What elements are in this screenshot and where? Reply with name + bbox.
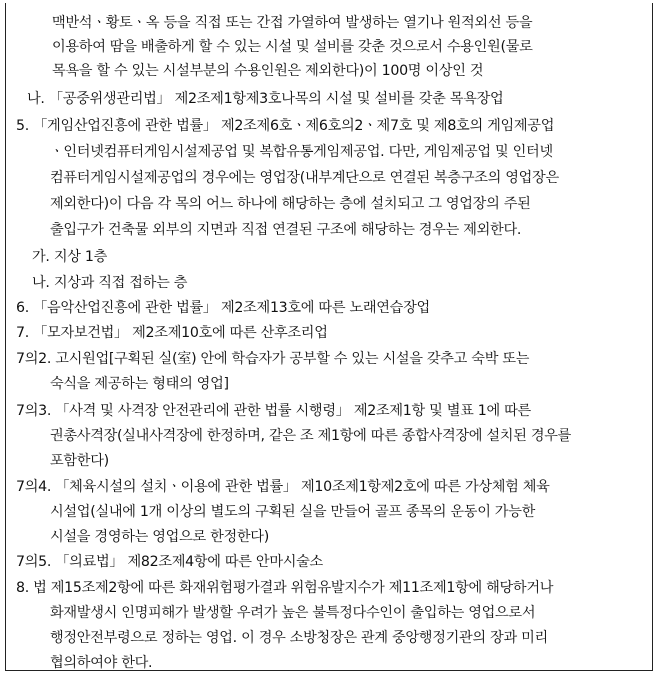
text-line: 컴퓨터게임시설제공업의 경우에는 영업장(내부계단으로 연결된 복층구조의 영업장은 xyxy=(50,170,559,186)
text-line: 6. 「음악산업진흥에 관한 법률」 제2조제13호에 따른 노래연습장업 xyxy=(16,300,430,316)
text-line: ㆍ인터넷컴퓨터게임시설제공업 및 복합유통게임제공업. 다만, 게임제공업 및 인터넷 xyxy=(50,144,553,160)
text-line: 나. 「공중위생관리법」 제2조제1항제3호나목의 시설 및 설비를 갖춘 목욕장업 xyxy=(27,91,504,107)
text-line: 8. 법 제15조제2항에 따른 화재위험평가결과 위험유발지수가 제11조제1항에 해당하거나 xyxy=(16,580,554,596)
text-line: 화재발생시 인명피해가 발생할 우려가 높은 불특정다수인이 출입하는 영업으로서 xyxy=(50,605,536,621)
text-line: 7의4. 「체육시설의 설치ㆍ이용에 관한 법률」 제10조제1항제2호에 따른 가상체험 체육 xyxy=(16,479,550,495)
text-line: 권총사격장(실내사격장에 한정하며, 같은 조 제1항에 따른 종합사격장에 설치된 경우를 xyxy=(50,428,572,444)
text-line: 이용하여 땀을 배출하게 할 수 있는 시설 및 설비를 갖춘 것으로서 수용인원(물로 xyxy=(52,39,533,55)
text-line: 7. 「모자보건법」 제2조제10호에 따른 산후조리업 xyxy=(16,325,328,341)
text-line: 7의2. 고시원업[구획된 실(室) 안에 학습자가 공부할 수 있는 시설을 갖추고 숙박 또는 xyxy=(16,351,530,367)
text-line: 행정안전부령으로 정하는 영업. 이 경우 소방청장은 관계 중앙행정기관의 장과 미리 xyxy=(50,630,548,646)
text-line: 협의하여야 한다. xyxy=(50,655,153,671)
text-line: 시설을 경영하는 영업으로 한정한다) xyxy=(50,529,269,545)
text-line: 목욕을 할 수 있는 시설부분의 수용인원은 제외한다)이 100명 이상인 것 xyxy=(52,63,484,79)
text-line: 나. 지상과 직접 접하는 층 xyxy=(32,275,188,291)
text-line: 5. 「게임산업진흥에 관한 법률」 제2조제6호ㆍ제6호의2ㆍ제7호 및 제8호의 게임제공업 xyxy=(16,118,555,134)
text-line: 출입구가 건축물 외부의 지면과 직접 연결된 구조에 해당하는 경우는 제외한다. xyxy=(50,222,522,238)
text-line: 시설업(실내에 1개 이상의 별도의 구획된 실을 만들어 골프 종목의 운동이 가능한 xyxy=(50,504,536,520)
text-line: 가. 지상 1층 xyxy=(32,249,107,265)
text-line: 제외한다)이 다음 각 목의 어느 하나에 해당하는 층에 설치되고 그 영업장의 주된 xyxy=(50,196,531,212)
text-line: 맥반석ㆍ황토ㆍ옥 등을 직접 또는 간접 가열하여 발생하는 열기나 원적외선 등을 xyxy=(52,15,533,31)
text-line: 숙식을 제공하는 형태의 영업] xyxy=(50,376,229,392)
text-line: 포함한다) xyxy=(50,453,109,469)
text-line: 7의5. 「의료법」 제82조제4항에 따른 안마시술소 xyxy=(16,554,323,570)
document-page xyxy=(5,3,653,671)
text-line: 7의3. 「사격 및 사격장 안전관리에 관한 법률 시행령」 제2조제1항 및 별표 1에 따른 xyxy=(16,403,531,419)
